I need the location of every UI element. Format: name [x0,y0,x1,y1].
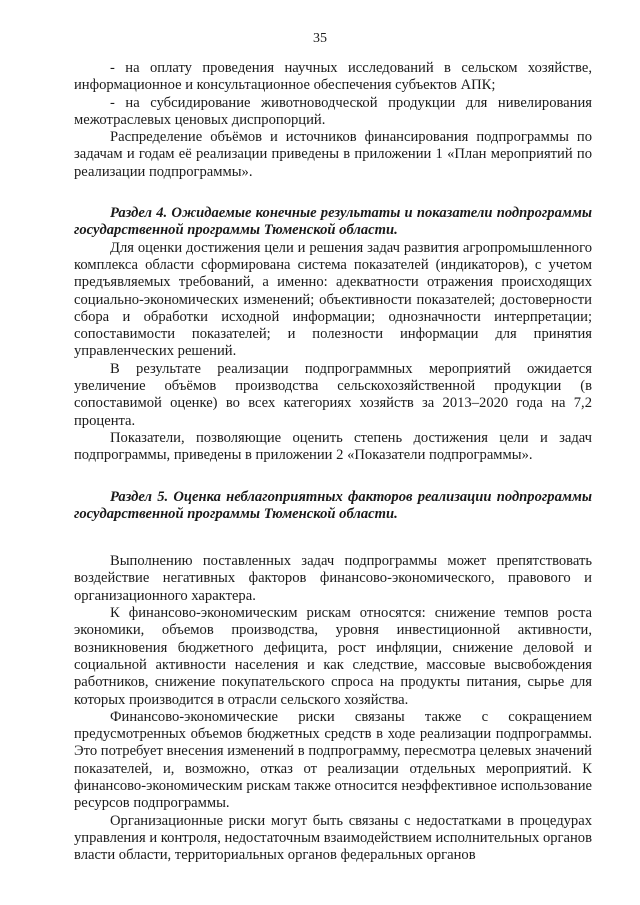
section-5-heading: Раздел 5. Оценка неблагоприятных факторов реализации подпрограммы государственной программы Тюменской области. [74,488,592,522]
page-number: 35 [313,31,327,46]
section-spacer [74,465,592,489]
paragraph-financial-risks: К финансово-экономическим рискам относятся: снижение темпов роста экономики, объемов производства, уровня инвестиционной активности, возникновения бюджетного дефицита, рост инфляции, снижение деловой и социальной активности населения и как следствие, массовые высвобождения работников, снижение покупательского спроса на продукты питания, сырье для которых производится в отрасли сельского хозяйства. [74,605,592,708]
paragraph-funding-distribution: Распределение объёмов и источников финансирования подпрограммы по задачам и годам её реализации приведены в приложении 1 «План мероприятий по реализации подпрограммы». [74,129,592,180]
paragraph-funding-research: - на оплату проведения научных исследований в сельском хозяйстве, информационное и консультационное обеспечения субъектов АПК; [74,60,592,94]
paragraph-budget-risks: Финансово-экономические риски связаны также с сокращением предусмотренных объемов бюджетных средств в ходе реализации подпрограммы. Это потребует внесения изменений в подпрограмму, пересмотра целевых значений показателей, и, возможно, отказ от реализации отдельных мероприятий. К финансово-экономическим рискам также относится неэффективное использование ресурсов подпрограммы. [74,708,592,812]
paragraph-organizational-risks: Организационные риски могут быть связаны с недостатками в процедурах управления и контроля, недостаточным взаимодействием исполнительных органов власти области, территориальных органов федеральных органов [74,812,592,864]
paragraph-indicator-system: Для оценки достижения цели и решения задач развития агропромышленного комплекса области сформирована система показателей (индикаторов), с учетом предъявляемых требований, а именно: адекватности отражения происходящих социально-экономических изменений; объективности показателей; достоверности сбора и обработки исходной информации; однозначности интерпретации; сопоставимости показателей; и полезности информации для принятия управленческих решений. [74,239,592,360]
section-spacer [74,523,592,553]
paragraph-expected-growth: В результате реализации подпрограммных мероприятий ожидается увеличение объёмов производства сельскохозяйственной продукции (в сопоставимой оценке) во всех категориях хозяйств за 2013–2020 года на 7,2 процента. [74,360,592,429]
section-4-heading: Раздел 4. Ожидаемые конечные результаты и показатели подпрограммы государственной программы Тюменской области. [74,205,592,239]
section-spacer [74,181,592,205]
paragraph-indicators-appendix: Показатели, позволяющие оценить степень достижения цели и задач подпрограммы, приведены в приложении 2 «Показатели подпрограммы». [74,429,592,464]
paragraph-negative-factors: Выполнению поставленных задач подпрограммы может препятствовать воздействие негативных факторов финансово-экономического, правового и организационного характера. [74,553,592,604]
document-body [74,60,592,864]
paragraph-funding-livestock: - на субсидирование животноводческой продукции для нивелирования межотраслевых ценовых диспропорций. [74,94,592,128]
